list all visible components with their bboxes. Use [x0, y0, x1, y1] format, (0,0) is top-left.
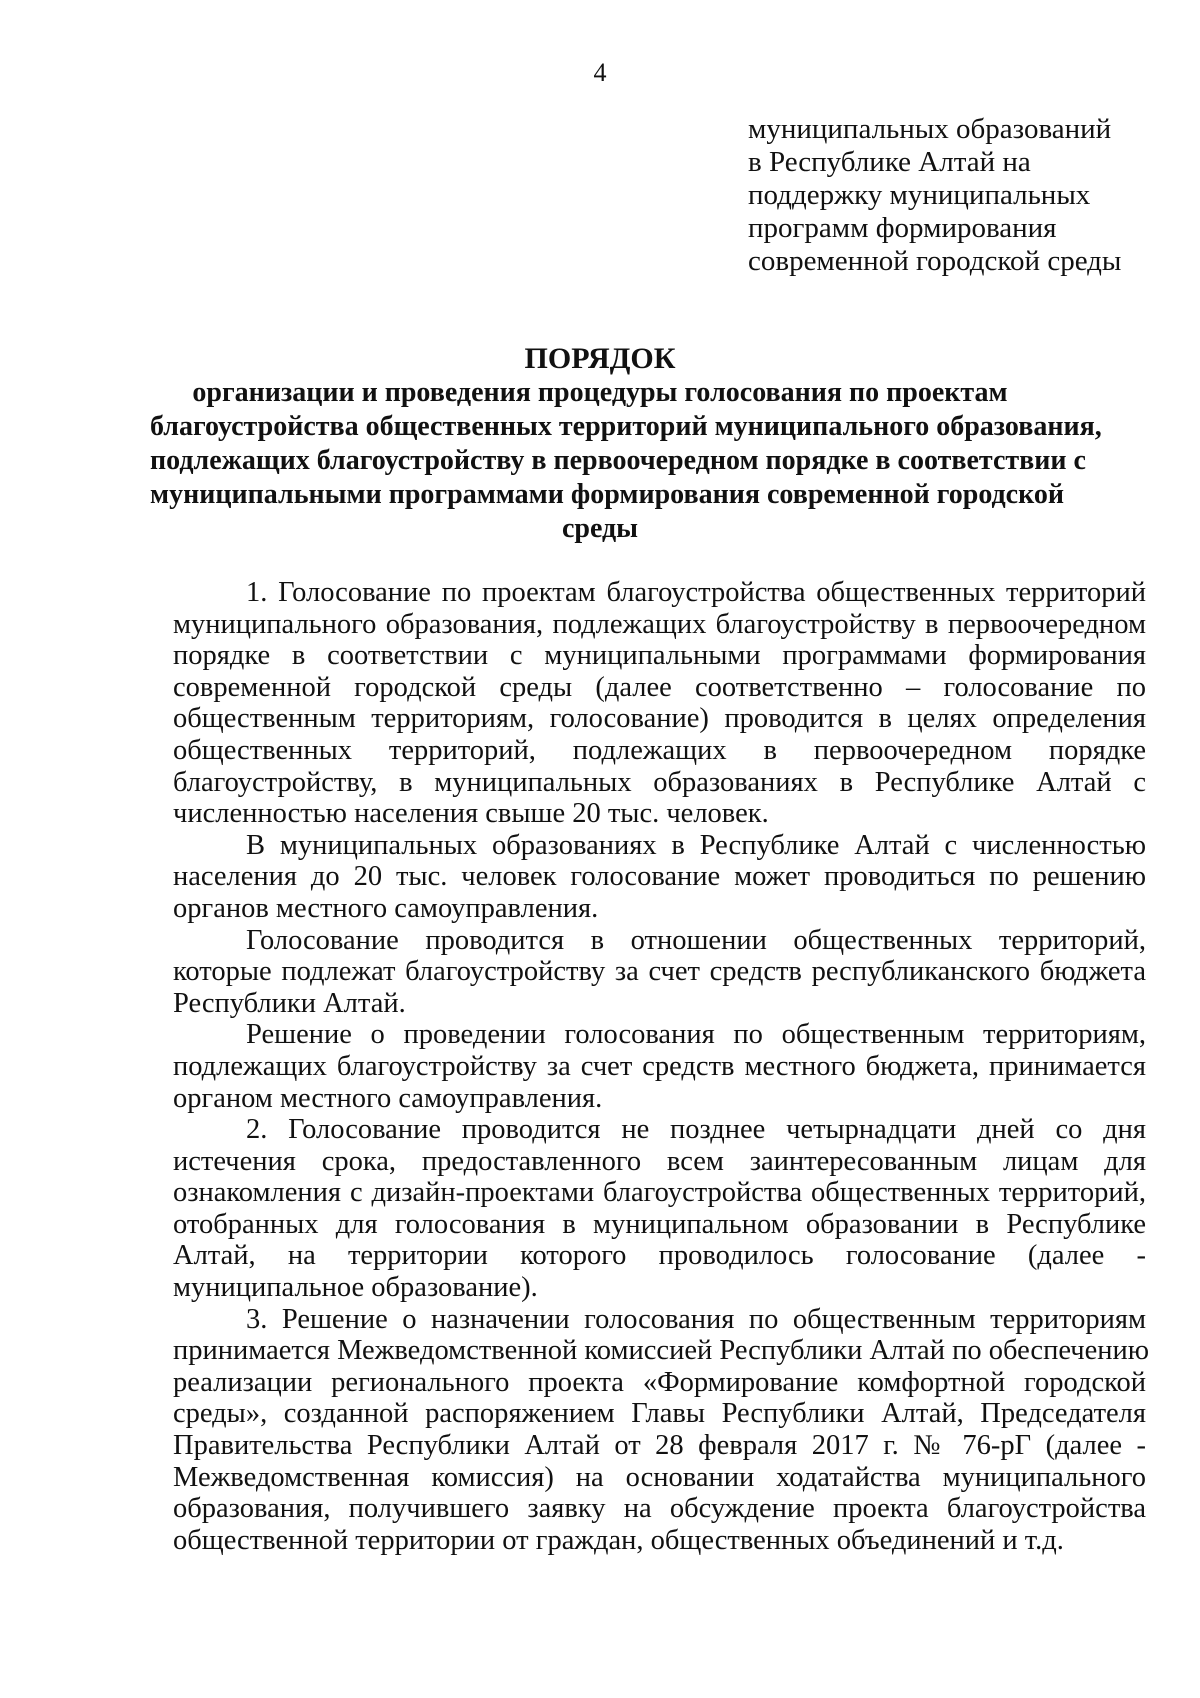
- paragraph-line: Республики Алтай.: [173, 987, 406, 1019]
- paragraph-line: Правительства Республики Алтай от 28 февраля 2017 г. № 76-рГ (далее -: [173, 1430, 1146, 1462]
- paragraph-line: 3. Решение о назначении голосования по общественным территориям: [246, 1303, 1146, 1335]
- paragraph-line: образования, получившего заявку на обсуждение проекта благоустройства: [173, 1493, 1146, 1525]
- header-annex-block: [748, 113, 1148, 278]
- paragraph-line: общественным территориям, голосование) проводится в целях определения: [173, 703, 1146, 735]
- subtitle-line: среды: [561, 513, 639, 544]
- header-line: современной городской среды: [748, 245, 1122, 277]
- paragraph-3: [173, 925, 1146, 1020]
- paragraph-line: общественной территории от граждан, общественных объединений и т.д.: [173, 1524, 1064, 1556]
- paragraph-line: Голосование проводится в отношении общественных территорий,: [246, 924, 1146, 956]
- paragraph-6: [173, 1303, 1150, 1557]
- subtitle-line: благоустройства общественных территорий муниципального образования,: [150, 411, 1102, 442]
- header-line: поддержку муниципальных: [748, 179, 1091, 211]
- paragraph-line: принимается Межведомственной комиссией Республики Алтай по обеспечению: [173, 1335, 1150, 1367]
- paragraph-line: которые подлежат благоустройству за счет средств республиканского бюджета: [173, 956, 1146, 988]
- paragraph-line: реализации регионального проекта «Формирование комфортной городской: [173, 1366, 1146, 1398]
- paragraph-line: населения до 20 тыс. человек голосование может проводиться по решению: [173, 861, 1146, 893]
- document-title: ПОРЯДОК: [524, 342, 676, 375]
- paragraph-5: [173, 1114, 1146, 1304]
- paragraph-line: муниципальное образование).: [173, 1272, 538, 1304]
- header-line: муниципальных образований: [748, 113, 1112, 145]
- paragraph-line: В муниципальных образованиях в Республике Алтай с численностью: [246, 829, 1146, 861]
- paragraph-line: порядке в соответствии с муниципальными программами формирования: [173, 640, 1146, 672]
- header-line: программ формирования: [748, 212, 1057, 244]
- subtitle-line: подлежащих благоустройству в первоочередном порядке в соответствии с: [150, 445, 1086, 476]
- paragraph-line: Алтай, на территории которого проводилось голосование (далее -: [173, 1240, 1146, 1272]
- header-line: в Республике Алтай на: [748, 146, 1031, 178]
- subtitle-line: организации и проведения процедуры голосования по проектам: [192, 377, 1008, 408]
- paragraph-1: [173, 577, 1146, 830]
- paragraph-line: истечения срока, предоставленного всем заинтересованным лицам для: [173, 1145, 1146, 1177]
- paragraph-line: органом местного самоуправления.: [173, 1082, 603, 1114]
- document-subtitle: [150, 376, 1102, 546]
- paragraph-2: [173, 830, 1146, 925]
- paragraph-line: отобранных для голосования в муниципальном образовании в Республике: [173, 1208, 1146, 1240]
- paragraph-line: численностью населения свыше 20 тыс. человек.: [173, 798, 769, 830]
- paragraph-4: [173, 1019, 1146, 1114]
- page-number: 4: [593, 58, 607, 87]
- body-text: [173, 577, 1150, 1556]
- paragraph-line: общественных территорий, подлежащих в первоочередном порядке: [173, 734, 1146, 766]
- paragraph-line: благоустройству, в муниципальных образованиях в Республике Алтай с: [173, 766, 1146, 798]
- paragraph-line: муниципального образования, подлежащих благоустройству в первоочередном: [173, 608, 1146, 640]
- paragraph-line: ознакомления с дизайн-проектами благоустройства общественных территорий,: [173, 1177, 1146, 1209]
- paragraph-line: 1. Голосование по проектам благоустройства общественных территорий: [246, 577, 1146, 608]
- paragraph-line: подлежащих благоустройству за счет средств местного бюджета, принимается: [173, 1050, 1146, 1082]
- paragraph-line: Решение о проведении голосования по общественным территориям,: [246, 1019, 1146, 1051]
- paragraph-line: 2. Голосование проводится не позднее четырнадцати дней со дня: [246, 1114, 1146, 1146]
- paragraph-line: органов местного самоуправления.: [173, 892, 599, 924]
- paragraph-line: среды», созданной распоряжением Главы Республики Алтай, Председателя: [173, 1398, 1146, 1430]
- paragraph-line: Межведомственная комиссия) на основании ходатайства муниципального: [173, 1461, 1146, 1493]
- subtitle-line: муниципальными программами формирования современной городской: [150, 479, 1065, 510]
- paragraph-line: современной городской среды (далее соответственно – голосование по: [173, 671, 1146, 703]
